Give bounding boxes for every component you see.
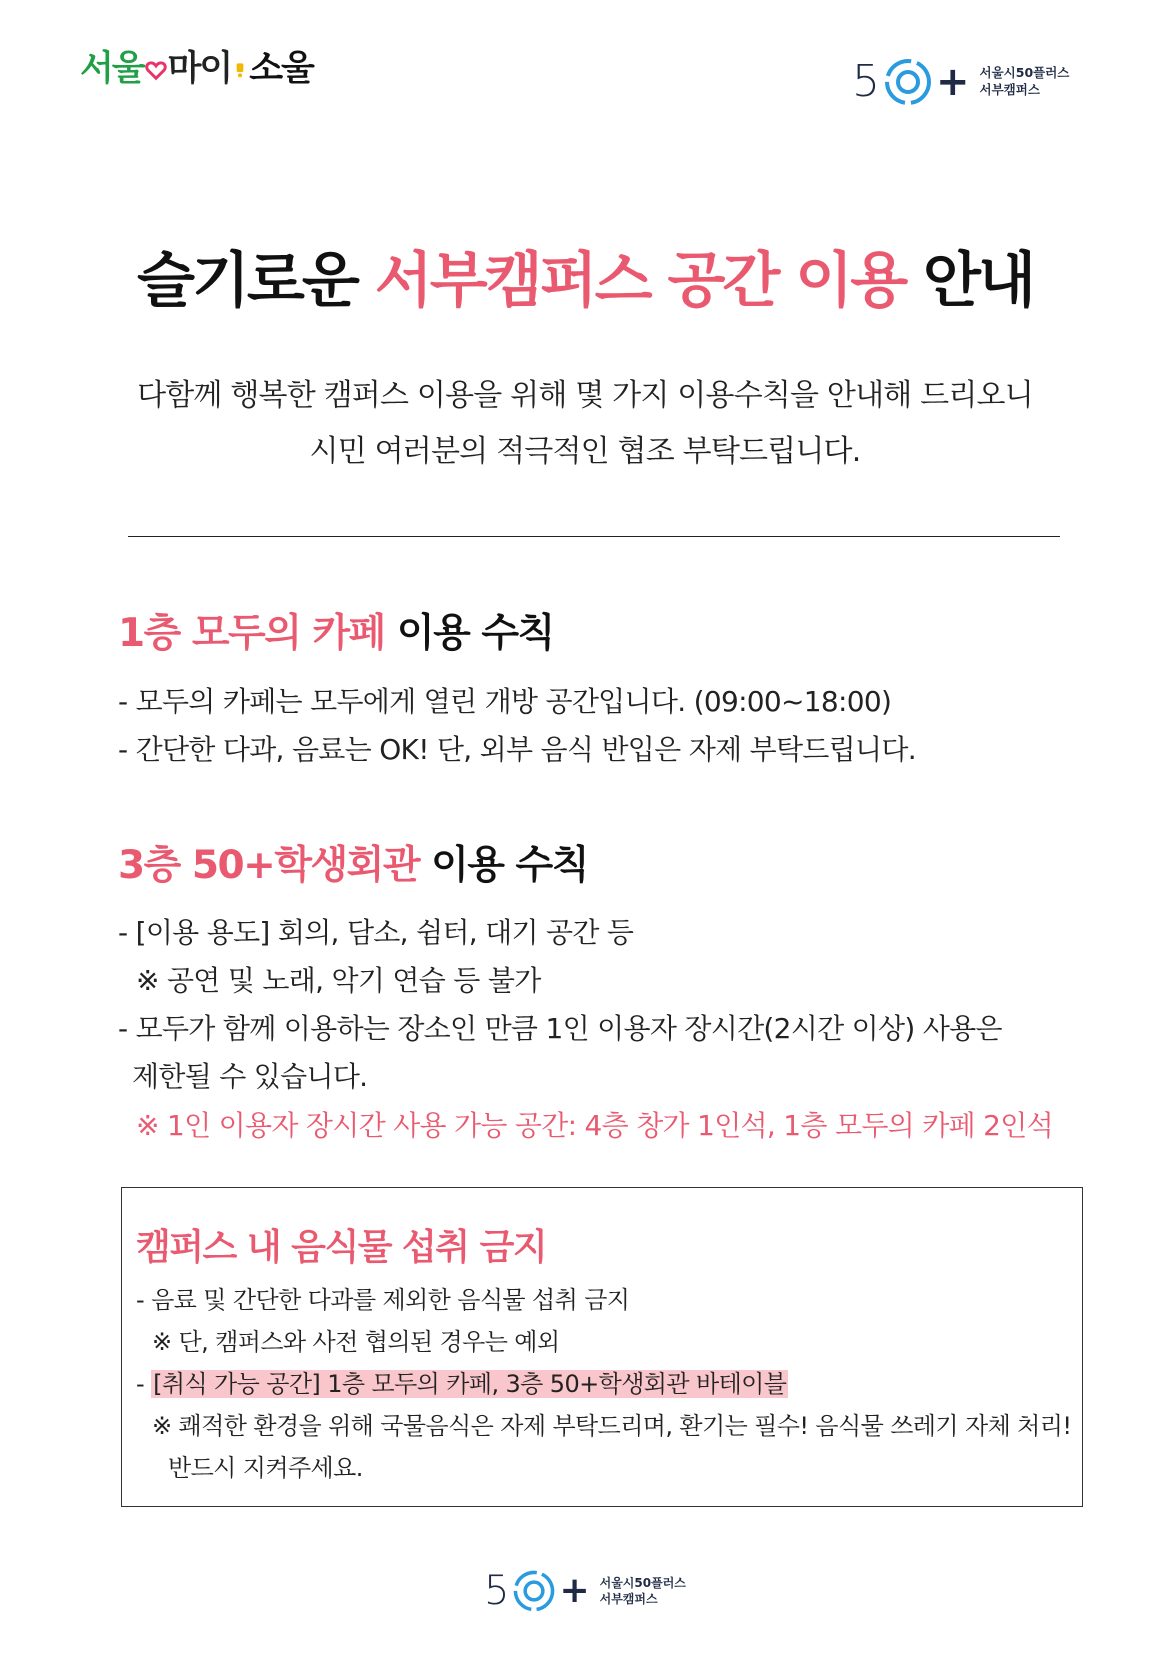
food-notice-title: 캠퍼스 내 음식물 섭취 금지 <box>136 1227 547 1268</box>
section2-line: - [이용 용도] 회의, 담소, 쉼터, 대기 공간 등 <box>118 916 634 949</box>
campus-logo-line2: 서부캠퍼스 <box>979 82 1040 97</box>
campus-logo: 5 + 서울시50플러스 서부캠퍼스 <box>852 56 1070 107</box>
food-notice-line: ※ 쾌적한 환경을 위해 국물음식은 자제 부탁드리며, 환기는 필수! 음식물 쓰레기 자체 처리! <box>152 1412 1072 1440</box>
ring-logo-icon <box>511 1568 557 1614</box>
section1-line: - 간단한 다과, 음료는 OK! 단, 외부 음식 반입은 자제 부탁드립니다. <box>118 733 916 766</box>
campus-logo-line1: 서울시50플러스 <box>979 65 1070 81</box>
footer-logo-line1: 서울시50플러스 <box>599 1575 686 1590</box>
page-title: 슬기로운 서부캠퍼스 공간 이용 안내 <box>137 246 1033 316</box>
section1-line: - 모두의 카페는 모두에게 열린 개방 공간입니다. (09:00~18:00) <box>118 685 892 718</box>
food-notice-line: 반드시 지켜주세요. <box>168 1454 363 1482</box>
ring-logo-icon <box>882 56 934 108</box>
food-notice-line: ※ 단, 캠퍼스와 사전 협의된 경우는 예외 <box>152 1328 560 1356</box>
food-notice-line: - 음료 및 간단한 다과를 제외한 음식물 섭취 금지 <box>136 1286 630 1314</box>
footer-campus-logo: 5 + 서울시50플러스 서부캠퍼스 <box>484 1568 686 1614</box>
exclamation-icon <box>232 59 248 81</box>
section2-title: 3층 50+학생회관 이용 수칙 <box>118 843 588 888</box>
section2-line: ※ 공연 및 노래, 악기 연습 등 불가 <box>136 964 541 997</box>
section2-note: ※ 1인 이용자 장시간 사용 가능 공간: 4층 창가 1인석, 1층 모두의 카페 2인석 <box>136 1109 1053 1142</box>
food-notice-line: - [취식 가능 공간] 1층 모두의 카페, 3층 50+학생회관 바테이블 <box>136 1370 787 1398</box>
divider <box>128 536 1060 537</box>
highlighted-text: [취식 가능 공간] 1층 모두의 카페, 3층 50+학생회관 바테이블 <box>153 1370 787 1398</box>
heart-icon <box>145 59 167 81</box>
seoul-my-soul-logo: 서울 마이 소울 <box>80 49 313 89</box>
footer-logo-line2: 서부캠퍼스 <box>599 1592 658 1606</box>
section2-line: - 모두가 함께 이용하는 장소인 만큼 1인 이용자 장시간(2시간 이상) 사용은 <box>118 1012 1002 1045</box>
section1-title: 1층 모두의 카페 이용 수칙 <box>118 611 554 656</box>
section2-line: 제한될 수 있습니다. <box>132 1060 368 1093</box>
intro-text: 다함께 행복한 캠퍼스 이용을 위해 몇 가지 이용수칙을 안내해 드리오니 시민 여러분의 적극적인 협조 부탁드립니다. <box>137 378 1033 469</box>
